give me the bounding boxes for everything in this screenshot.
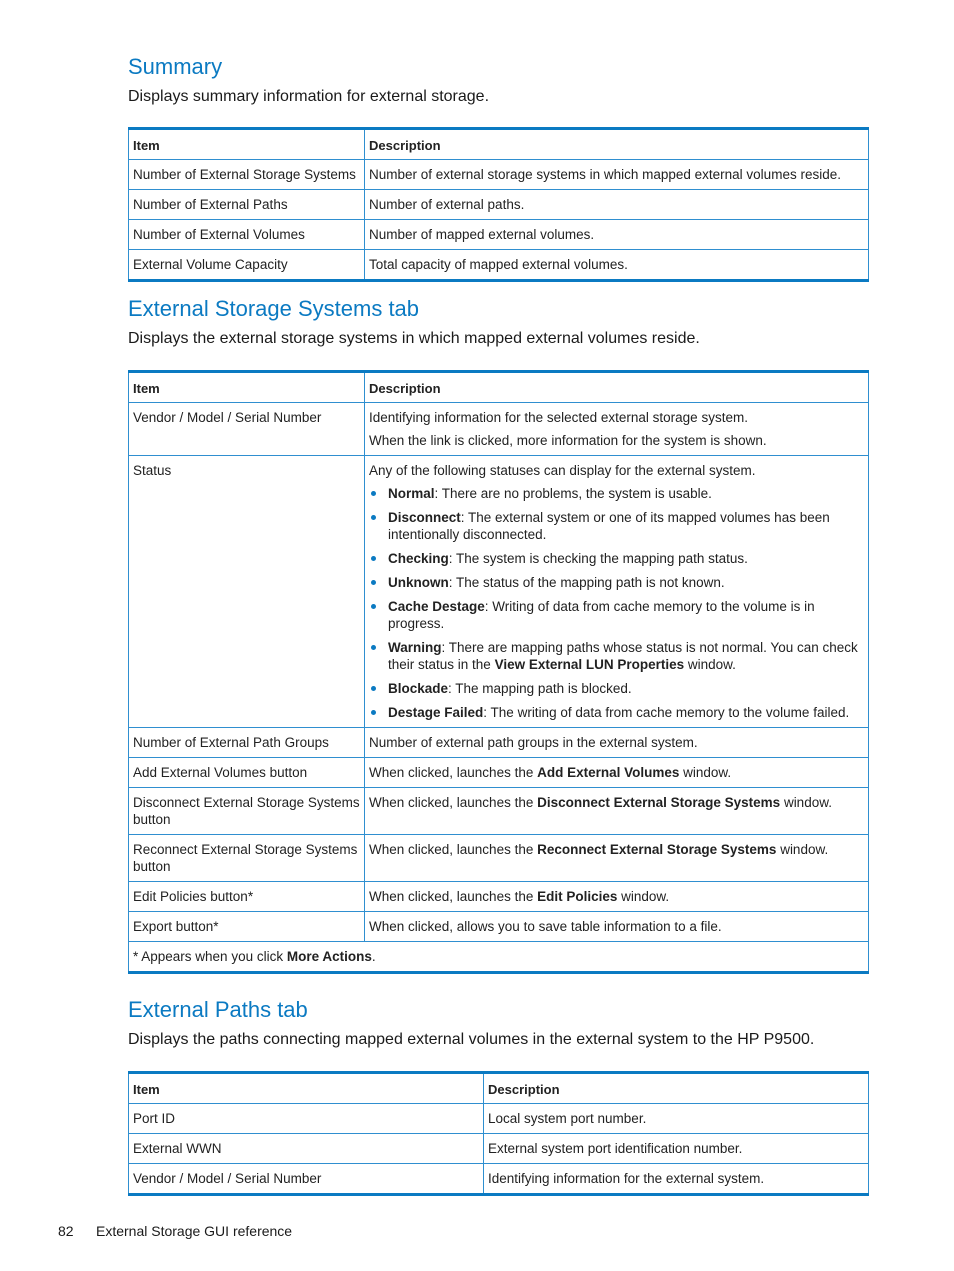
header-description: Description	[365, 129, 869, 160]
row-item: Add External Volumes button	[129, 758, 365, 788]
summary-table	[128, 127, 869, 282]
row-description: When clicked, allows you to save table information to a file.	[365, 912, 869, 942]
row-description: When clicked, launches the Reconnect External Storage Systems window.	[365, 835, 869, 882]
row-item: Reconnect External Storage Systems button	[129, 835, 365, 882]
table-row	[129, 1134, 869, 1164]
header-description: Description	[365, 372, 869, 403]
bullet-icon	[371, 710, 376, 715]
footer-title: External Storage GUI reference	[96, 1223, 293, 1239]
list-item: Blockade: The mapping path is blocked.	[369, 680, 864, 697]
row-item: Number of External Storage Systems	[129, 160, 365, 190]
table-row	[129, 835, 869, 882]
page-number: 82	[58, 1223, 74, 1239]
ess-description: Displays the external storage systems in which mapped external volumes reside.	[128, 330, 700, 347]
list-item: Unknown: The status of the mapping path is not known.	[369, 574, 864, 591]
table-row	[129, 912, 869, 942]
row-item: External Volume Capacity	[129, 250, 365, 281]
table-row	[129, 456, 869, 728]
row-description	[365, 403, 869, 456]
row-item: Number of External Volumes	[129, 220, 365, 250]
row-description: External system port identification number.	[484, 1134, 869, 1164]
status-list	[369, 485, 864, 721]
table-header-row	[129, 1073, 869, 1104]
page-footer	[58, 1223, 292, 1239]
table-row	[129, 1164, 869, 1195]
bullet-icon	[371, 491, 376, 496]
table-header-row	[129, 372, 869, 403]
table-note-row	[129, 942, 869, 973]
row-description	[365, 456, 869, 728]
table-row	[129, 403, 869, 456]
row-description: When clicked, launches the Add External Volumes window.	[365, 758, 869, 788]
table-row	[129, 788, 869, 835]
row-description: Local system port number.	[484, 1104, 869, 1134]
list-item: Disconnect: The external system or one of its mapped volumes has been intentionally disconnected.	[369, 509, 864, 543]
row-description: When clicked, launches the Edit Policies window.	[365, 882, 869, 912]
row-item: Status	[129, 456, 365, 728]
row-description: Number of external path groups in the external system.	[365, 728, 869, 758]
table-row	[129, 1104, 869, 1134]
table-row	[129, 882, 869, 912]
table-row	[129, 728, 869, 758]
header-item: Item	[129, 1073, 484, 1104]
list-item: Cache Destage: Writing of data from cache memory to the volume is in progress.	[369, 598, 864, 632]
bullet-icon	[371, 604, 376, 609]
table-row	[129, 250, 869, 281]
summary-heading: Summary	[128, 54, 223, 79]
header-description: Description	[484, 1073, 869, 1104]
row-description: Total capacity of mapped external volumes.	[365, 250, 869, 281]
row-item: Number of External Paths	[129, 190, 365, 220]
row-item: Port ID	[129, 1104, 484, 1134]
ess-table	[128, 370, 869, 974]
ess-heading: External Storage Systems tab	[128, 296, 420, 321]
header-item: Item	[129, 372, 365, 403]
bullet-icon	[371, 686, 376, 691]
row-description: Number of mapped external volumes.	[365, 220, 869, 250]
row-description: Identifying information for the external system.	[484, 1164, 869, 1195]
table-row	[129, 160, 869, 190]
row-item: Number of External Path Groups	[129, 728, 365, 758]
row-item: Vendor / Model / Serial Number	[129, 1164, 484, 1195]
bullet-icon	[371, 515, 376, 520]
summary-description: Displays summary information for external storage.	[128, 88, 490, 105]
list-item: Warning: There are mapping paths whose status is not normal. You can check their status in the View External LUN Properties window.	[369, 639, 864, 673]
row-item: External WWN	[129, 1134, 484, 1164]
table-row	[129, 220, 869, 250]
table-header-row	[129, 129, 869, 160]
row-description: Number of external paths.	[365, 190, 869, 220]
row-description: When clicked, launches the Disconnect External Storage Systems window.	[365, 788, 869, 835]
header-item: Item	[129, 129, 365, 160]
table-footnote: * Appears when you click More Actions.	[129, 942, 869, 973]
list-item: Destage Failed: The writing of data from cache memory to the volume failed.	[369, 704, 864, 721]
paths-heading: External Paths tab	[128, 997, 308, 1022]
bullet-icon	[371, 580, 376, 585]
bullet-icon	[371, 556, 376, 561]
list-item: Normal: There are no problems, the system is usable.	[369, 485, 864, 502]
row-item: Vendor / Model / Serial Number	[129, 403, 365, 456]
status-intro: Any of the following statuses can display for the external system.	[369, 463, 756, 478]
row-description: Number of external storage systems in which mapped external volumes reside.	[365, 160, 869, 190]
bullet-icon	[371, 645, 376, 650]
paths-description: Displays the paths connecting mapped external volumes in the external system to the HP P9500.	[128, 1031, 815, 1048]
vendor-desc-line2: When the link is clicked, more information for the system is shown.	[369, 433, 767, 448]
row-item: Export button*	[129, 912, 365, 942]
row-item: Disconnect External Storage Systems button	[129, 788, 365, 835]
row-item: Edit Policies button*	[129, 882, 365, 912]
table-row	[129, 190, 869, 220]
table-row	[129, 758, 869, 788]
list-item: Checking: The system is checking the mapping path status.	[369, 550, 864, 567]
vendor-desc-line1: Identifying information for the selected external storage system.	[369, 410, 748, 425]
paths-table	[128, 1071, 869, 1196]
